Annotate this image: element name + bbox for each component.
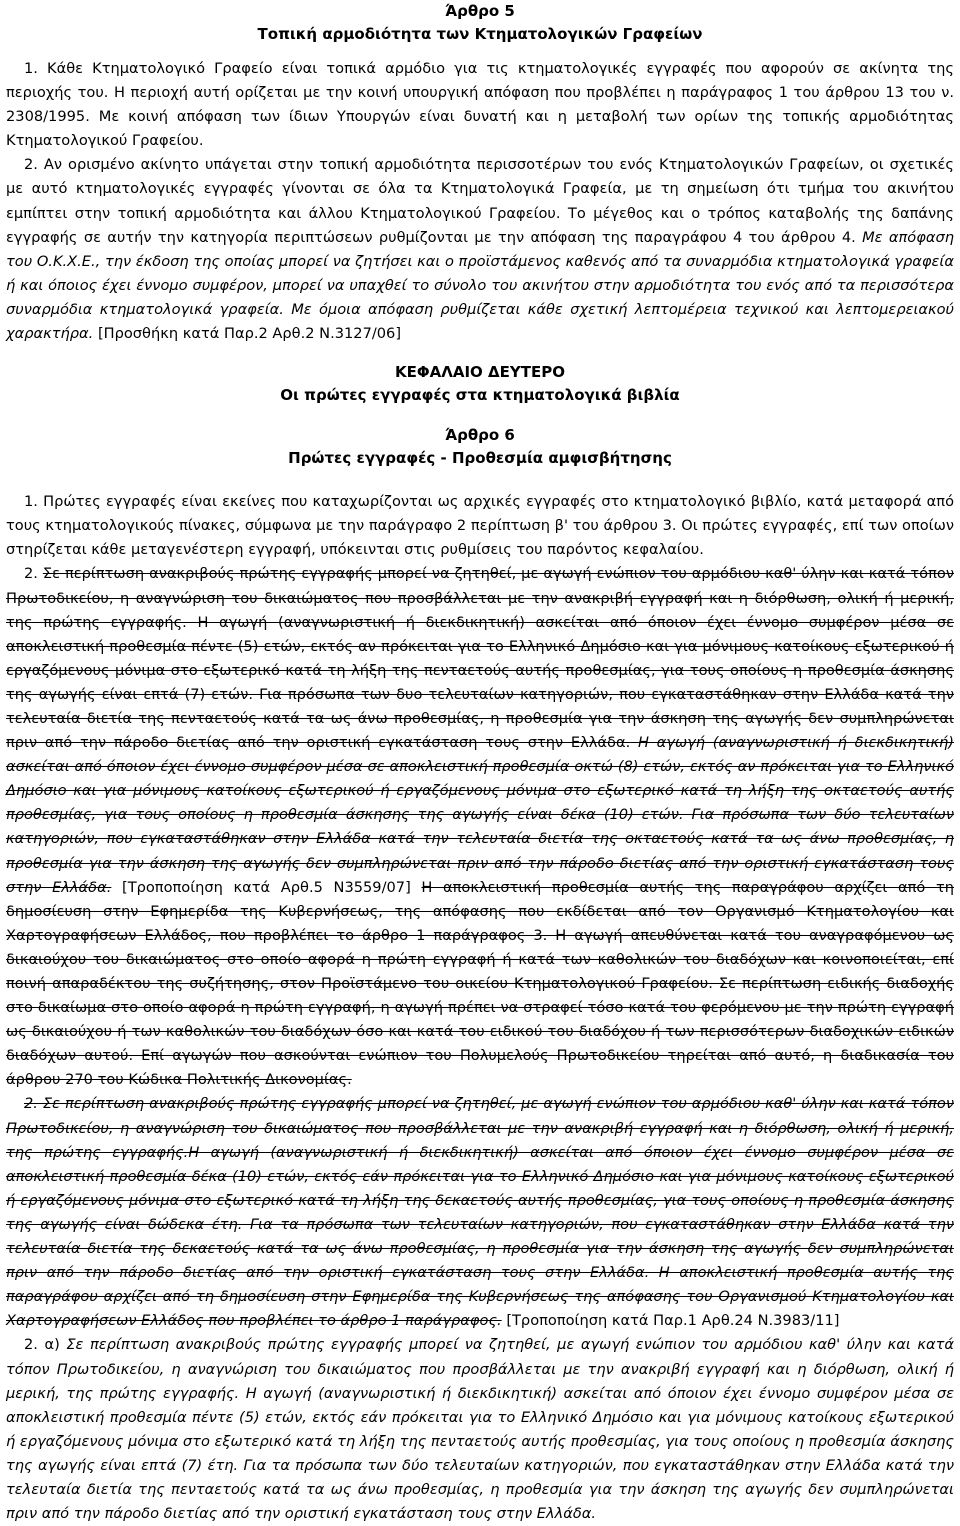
article-5-paragraph-2 (6, 153, 954, 346)
article-6-paragraph-2-version-2 (6, 1092, 954, 1333)
article-5-subtitle: Τοπική αρμοδιότητα των Κτηματολογικών Γραφείων (257, 25, 703, 43)
repealed-text: Σε περίπτωση ανακριβούς πρώτης εγγραφής μπορεί να ζητηθεί, με αγωγή ενώπιον του αρμόδιου καθ' ύλην και κατά τόπον Πρωτοδικείου, η αναγνώριση του δικαιώματος που προσβάλλεται με την ανακριβή εγγραφή και η διόρθωση, ολική ή μερική, της πρώτης εγγραφής. Η αγωγή (αναγνωριστική ή διεκδικητική) ασκείται από όποιον έχει έννομο συμφέρον μέσα σε αποκλειστική προθεσμία πέντε (5) ετών, εκτός αν πρόκειται για το Ελληνικό Δημόσιο και για μόνιμους κατοίκους εξωτερικού ή εργαζόμενους μόνιμα στο εξωτερικό κατά τη λήξη της πενταετούς αυτής προθεσμίας, για τους οποίους η προθεσμία άσκησης της αγωγής είναι επτά (7) ετών. Για πρόσωπα των δυο τελευταίων κατηγοριών, που εγκαταστάθηκαν στην Ελλάδα κατά την τελευταία διετία της πενταετούς κατά τα ως άνω προθεσμίας, η προθεσμία για την άσκηση της αγωγής δεν συμπληρώνεται πριν από την πάροδο διετίας από την οριστική εγκατάσταση τους στην Ελλάδα. (6, 565, 954, 752)
paragraph-number: 2. (24, 565, 43, 583)
paragraph-text: Αν ορισμένο ακίνητο υπάγεται στην τοπική αρμοδιότητα περισσοτέρων του ενός Κτηματολογικών Γραφείων, οι σχετικές με αυτό κτηματολογικές εγγραφές γίνονται σε όλα τα Κτηματολογικά Γραφεία, με τη σημείωση ότι τμήμα του ακινήτου εμπίπτει στην τοπική αρμοδιότητα και άλλου Κτηματολογικού Γραφείου. Το μέγεθος και ο τρόπος καταβολής της δαπάνης εγγραφής σε αυτήν την κατηγορία περιπτώσεων ρυθμίζονται με την απόφαση της παραγράφου 4 του άρθρου 4. (6, 156, 954, 246)
article-6-subtitle: Πρώτες εγγραφές - Προθεσμία αμφισβήτησης (288, 449, 672, 468)
amendment-note: [Τροποποίηση κατά Αρθ.5 Ν3559/07] (111, 878, 422, 896)
article-5-paragraph-1: 1. Κάθε Κτηματολογικό Γραφείο είναι τοπικά αρμόδιο για τις κτηματολογικές εγγραφές που αφορούν σε ακίνητα της περιοχής του. Η περιοχή αυτή ορίζεται με την κοινή υπουργική απόφαση που προβλέπει η παράγραφος 1 του άρθρου 13 του ν. 2308/1995. Με κοινή απόφαση των ίδιων Υπουργών είναι δυνατή και η μεταβολή των ορίων της τοπικής αρμοδιότητας Κτηματολογικού Γραφείου. (6, 60, 954, 150)
chapter-title: ΚΕΦΑΛΑΙΟ ΔΕΥΤΕΡΟ (395, 363, 565, 382)
amendment-note: [Προσθήκη κατά Παρ.2 Αρθ.2 Ν.3127/06] (93, 325, 402, 343)
article-6-paragraph-2-version-3 (6, 1333, 954, 1526)
repealed-text-2: Η αποκλειστική προθεσμία αυτής της παραγράφου αρχίζει από τη δημοσίευση στην Εφημερίδα της Κυβερνήσεως, της απόφασης που εκδίδεται από τον Οργανισμό Κτηματολογίου και Χαρτογραφήσεων Ελλάδος, που προβλέπει το άρθρο 1 παράγραφος 3. Η αγωγή απευθύνεται κατά του αναγραφόμενου ως δικαιούχου του δικαιώματος στο οποίο αφορά η πρώτη εγγραφή ή κατά των καθολικών του διαδόχων και κοινοποιείται, επί ποινή απαραδέκτου της συζήτησης, στον Προϊστάμενο του οικείου Κτηματολογικού Γραφείου. Σε περίπτωση ειδικής διαδοχής στο δικαίωμα στο οποίο αφορά η πρώτη εγγραφή, η αγωγή πρέπει να στραφεί τόσο κατά του φερόμενου με την πρώτη εγγραφή ως δικαιούχου ή των καθολικών του διαδόχων όσο και κατά του ειδικού του διαδόχου ή των περισσότερων διαδοχικών ειδικών διαδόχων αυτού. Επί αγωγών που ασκούνται ενώπιον του Πολυμελούς Πρωτοδικείου τηρείται από αυτό, η διαδικασία του άρθρου 270 του Κώδικα Πολιτικής Δικονομίας. (6, 878, 954, 1089)
article-5-title: Άρθρο 5 (445, 2, 515, 20)
repealed-amendment-text: Η αγωγή (αναγνωριστική ή διεκδικητική) ασκείται από όποιον έχει έννομο συμφέρον μέσα σε αποκλειστική προθεσμία οκτώ (8) ετών, εκτός αν πρόκειται για το Ελληνικό Δημόσιο και για μόνιμους κατοίκους εξωτερικού ή εργαζόμενους μόνιμα στο εξωτερικό κατά τη λήξη της οκταετούς αυτής προθεσμίας, για τους οποίους η προθεσμία άσκησης της αγωγής είναι δέκα (10) ετών. Για πρόσωπα των δύο τελευταίων κατηγοριών, που εγκαταστάθηκαν στην Ελλάδα κατά την τελευταία διετία της οκταετούς κατά τα ως άνω προθεσμίας, η προθεσμία για την άσκηση της αγωγής δεν συμπληρώνεται πριν από την πάροδο διετίας από την οριστική εγκατάσταση τους στην Ελλάδα. (6, 734, 954, 896)
chapter-subtitle: Οι πρώτες εγγραφές στα κτηματολογικά βιβλία (280, 386, 680, 405)
repealed-amendment-text: 2. Σε περίπτωση ανακριβούς πρώτης εγγραφής μπορεί να ζητηθεί, με αγωγή ενώπιον του αρμόδιου καθ' ύλην και κατά τόπον Πρωτοδικείου, η αναγνώριση του δικαιώματος που προσβάλλεται με την ανακριβή εγγραφή και η διόρθωση, ολική ή μερική, της πρώτης εγγραφής.Η αγωγή (αναγνωριστική ή διεκδικητική) ασκείται από όποιον έχει έννομο συμφέρον μέσα σε αποκλειστική προθεσμία δέκα (10) ετών, εκτός εάν πρόκειται για το Ελληνικό Δημόσιο και για μόνιμους κατοίκους εξωτερικού ή εργαζόμενους μόνιμα στο εξωτερικό κατά τη λήξη της δεκαετούς αυτής προθεσμίας, για τους οποίους η προθεσμία άσκησης της αγωγής είναι δώδεκα έτη. Για τα πρόσωπα των τελευταίων κατηγοριών, που εγκαταστάθηκαν στην Ελλάδα κατά την τελευταία διετία της δεκαετούς κατά τα ως άνω προθεσμίας, η προθεσμία για την άσκηση της αγωγής δεν συμπληρώνεται πριν από την πάροδο διετίας από την οριστική εγκατάσταση τους στην Ελλάδα. Η αποκλειστική προθεσμία αυτής της παραγράφου αρχίζει από τη δημοσίευση στην Εφημερίδα της Κυβερνήσεως της απόφασης του Οργανισμού Κτηματολογίου και Χαρτογραφήσεων Ελλάδος που προβλέπει το άρθρο 1 παράγραφος. (6, 1095, 954, 1330)
article-6-paragraph-1: 1. Πρώτες εγγραφές είναι εκείνες που καταχωρίζονται ως αρχικές εγγραφές στο κτηματολογικό βιβλίο, κατά μεταφορά από τους κτηματολογικούς πίνακες, σύμφωνα με την παράγραφο 2 περίπτωση β' του άρθρου 3. Οι πρώτες εγγραφές, επί των οποίων στηρίζεται κάθε μεταγενέστερη εγγραφή, υπόκεινται στις ρυθμίσεις του παρόντος κεφαλαίου. (6, 493, 954, 559)
current-text: Σε περίπτωση ανακριβούς πρώτης εγγραφής μπορεί να ζητηθεί, με αγωγή ενώπιον του αρμόδιου καθ' ύλην και κατά τόπον Πρωτοδικείου, η αναγνώριση του δικαιώματος που προσβάλλεται με την ανακριβή εγγραφή και η διόρθωση, ολική ή μερική, της πρώτης εγγραφής. Η αγωγή (αναγνωριστική ή διεκδικητική) ασκείται από όποιον έχει έννομο συμφέρον μέσα σε αποκλειστική προθεσμία πέντε (5) ετών, εκτός εάν πρόκειται για το Ελληνικό Δημόσιο και για μόνιμους κατοίκους εξωτερικού ή εργαζόμενους μόνιμα στο εξωτερικό κατά τη λήξη της πενταετούς αυτής προθεσμίας, για τους οποίους η προθεσμία άσκησης της αγωγής είναι επτά (7) έτη. Για τα πρόσωπα των δύο τελευταίων κατηγοριών, που εγκαταστάθηκαν στην Ελλάδα κατά την τελευταία διετία της πενταετούς κατά τα ως άνω προθεσμίας, η προθεσμία για την άσκηση της αγωγής δεν συμπληρώνεται πριν από την πάροδο διετίας από την οριστική εγκατάσταση τους στην Ελλάδα. (6, 1336, 954, 1523)
paragraph-number: 2. (24, 156, 38, 174)
paragraph-number: 2. α) (24, 1336, 67, 1354)
article-6-paragraph-2-version-1 (6, 562, 954, 1092)
amendment-note: [Τροποποίηση κατά Παρ.1 Αρθ.24 Ν.3983/11] (501, 1312, 840, 1330)
amendment-italic-text: Με απόφαση του Ο.Κ.Χ.Ε., την έκδοση της οποίας μπορεί να ζητήσει και ο προϊστάμενος καθενός από τα συναρμόδια κτηματολογικά γραφεία ή και όποιος έχει έννομο συμφέρον, μπορεί να υπαχθεί το σύνολο του ακινήτου στην αρμοδιότητα του ενός από τα περισσότερα συναρμόδια κτηματολογικά γραφεία. Με όμοια απόφαση ρυθμίζεται κάθε σχετική λεπτομέρεια τεχνικού και λεπτομερειακού χαρακτήρα. (6, 228, 954, 343)
article-6-title: Άρθρο 6 (445, 426, 515, 445)
